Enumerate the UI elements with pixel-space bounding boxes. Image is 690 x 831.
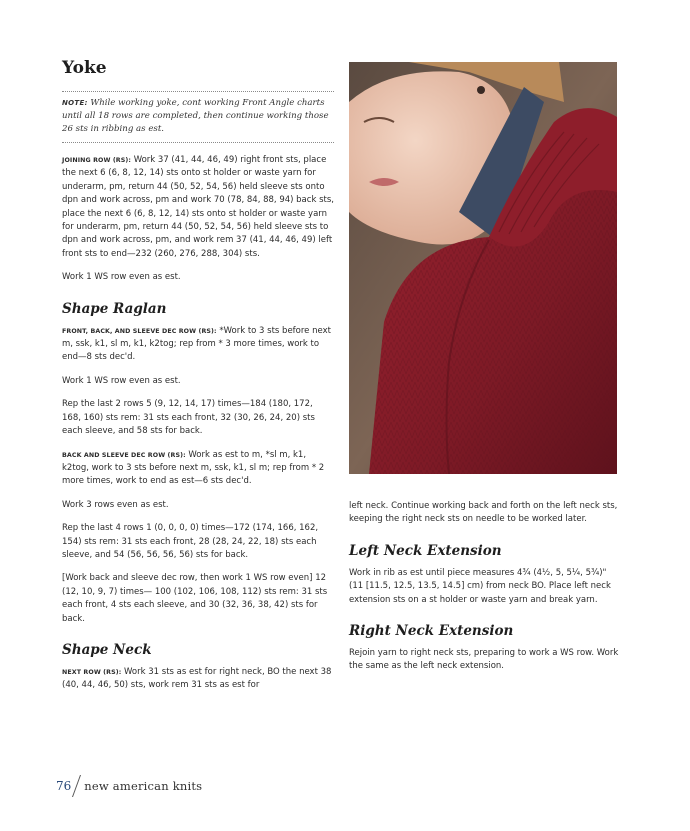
raglan-dec-text: *Work to 3 sts before next m, ssk, k1, sl m, k1, k2tog; rep from * 3 more times, work to end—8 sts dec'd. (62, 325, 331, 363)
raglan-bracket-repeat: [Work back and sleeve dec row, then work 1 WS row even] 12 (12, 10, 9, 7) times— 100 (102, 106, 108, 112) sts rem: 31 sts each front, 4 sts each sleeve, and 30 (32, 36, 38, 42) sts for back. (62, 573, 328, 624)
right-neck-extension-heading: Right Neck Extension (349, 623, 514, 640)
back-sleeve-dec-paragraph (62, 449, 334, 489)
raglan-repeat-1: Rep the last 2 rows 5 (9, 12, 14, 17) times—184 (180, 172, 168, 160) sts rem: 31 sts each front, 32 (30, 26, 24, 20) sts each sleeve, and 58 sts for back. (62, 399, 315, 437)
neck-next-row-label: NEXT ROW (RS): (62, 668, 122, 676)
raglan-dec-label: FRONT, BACK, AND SLEEVE DEC ROW (RS): (62, 327, 217, 335)
right-neck-extension-text: Rejoin yarn to right neck sts, preparing to work a WS row. Work the same as the left neck extension. (349, 648, 619, 672)
shape-raglan-heading: Shape Raglan (62, 300, 167, 317)
back-sleeve-dec-label: BACK AND SLEEVE DEC ROW (RS): (62, 451, 186, 459)
neck-next-row-paragraph (62, 666, 334, 693)
three-rows-text: Work 3 rows even as est. (62, 499, 169, 510)
ws-row-text: Work 1 WS row even as est. (62, 272, 181, 283)
book-title: new american knits (84, 779, 203, 793)
left-column (62, 58, 334, 703)
sweater-photo (349, 62, 617, 474)
joining-row-text: Work 37 (41, 44, 46, 49) right front sts, place the next 6 (6, 8, 12, 14) sts onto st holder or waste yarn for underarm, pm, return 44 (50, 52, 54, 56) held sleeve sts onto dpn and work across, pm and work 70 (78, 84, 88, 94) back sts, place the next 6 (6, 8, 12, 14) sts onto st holder or waste yarn for underarm, pm, return 44 (50, 52, 54, 56) held sleeve sts to dpn and work across, pm, and work rem 37 (41, 44, 46, 49) left front sts to end—232 (260, 276, 288, 304) sts. (62, 155, 334, 259)
joining-row-label: JOINING ROW (RS): (62, 157, 131, 164)
page-number: 76 (56, 779, 72, 793)
neck-next-row-text: Work 31 sts as est for right neck, BO the next 38 (40, 44, 46, 50) sts, work rem 31 sts as est for (62, 666, 332, 691)
left-neck-extension-text: Work in rib as est until piece measures 4¾ (4½, 5, 5¼, 5¾)" (11 [11.5, 12.5, 13.5, 14.5] cm) from neck BO. Place left neck extension sts on a st holder or waste yarn and break yarn. (349, 567, 611, 605)
right-column (349, 500, 619, 684)
page-footer (56, 776, 202, 796)
footer-divider (72, 775, 81, 797)
left-neck-extension-heading: Left Neck Extension (349, 542, 502, 559)
neck-continued-text: left neck. Continue working back and forth on the left neck sts, keeping the right neck sts on needle to be worked later. (349, 501, 618, 525)
section-title: Yoke (62, 58, 107, 78)
note-box (62, 91, 334, 143)
joining-row-paragraph (62, 154, 334, 261)
raglan-dec-paragraph (62, 325, 334, 365)
shape-neck-heading: Shape Neck (62, 641, 152, 658)
back-sleeve-dec-text: Work as est to m, *sl m, k1, k2tog, work to 3 sts before next m, ssk, k1, sl m; rep from * 2 more times, work to end as est—6 sts dec'd. (62, 449, 325, 487)
raglan-ws-row: Work 1 WS row even as est. (62, 375, 181, 386)
note-text: While working yoke, cont working Front Angle charts until all 18 rows are completed, then continue working those 26 sts in ribbing as est. (62, 98, 329, 134)
note-lead: NOTE: (62, 99, 88, 107)
raglan-repeat-2: Rep the last 4 rows 1 (0, 0, 0, 0) times—172 (174, 166, 162, 154) sts rem: 31 sts each front, 28 (28, 24, 22, 18) sts each sleeve, and 54 (56, 56, 56, 56) sts for back. (62, 523, 319, 560)
